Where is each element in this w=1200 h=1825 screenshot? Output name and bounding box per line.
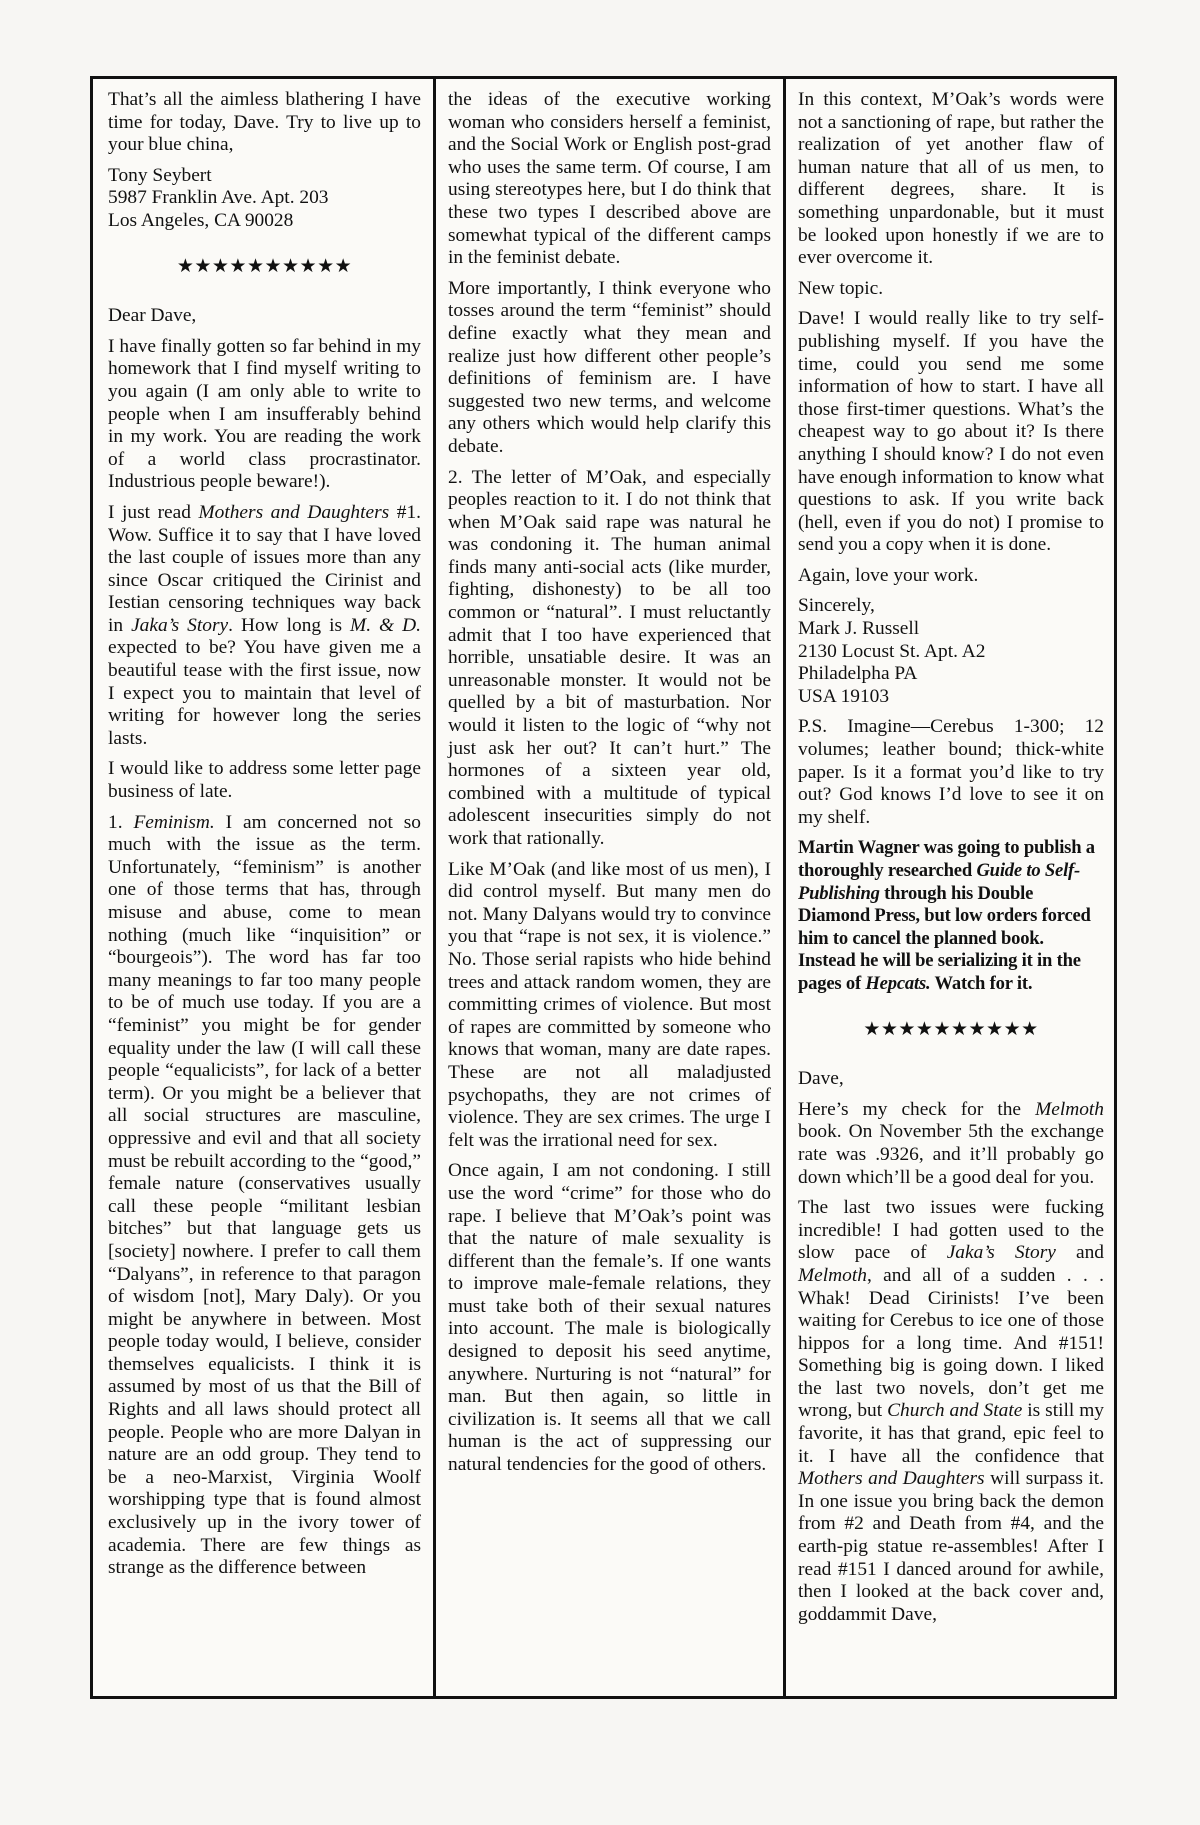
- italic-title: M. & D.: [350, 614, 421, 636]
- letter-paragraph: P.S. Imagine—Cerebus 1-300; 12 volumes; leather bound; thick-white paper. Is it a format you’d like to try out? God knows I’d love to see it on my shelf.: [798, 716, 1104, 828]
- italic-title: Feminism.: [133, 811, 215, 833]
- column-right: [786, 79, 1114, 1696]
- text-run: is still my favorite, it has that grand, epic feel to it. I have all the confidence that: [798, 1400, 1104, 1467]
- column-middle: [436, 79, 786, 1696]
- letter-paragraph: That’s all the aimless blathering I have time for today, Dave. Try to live up to your blue china,: [108, 89, 421, 156]
- letter-paragraph: Dave! I would really like to try self-publishing myself. If you have the time, could you send me some information of how to start. I have all those first-timer questions. What’s the cheapest way to go about it? Is there anything I should know? I do not even have enough information to know what questions to ask. If you write back (hell, even if you do not) I promise to send you a copy when it is done.: [798, 308, 1104, 556]
- column-left: [93, 79, 436, 1696]
- text-run: through his Double Diamond Press, but low orders forced him to cancel the planned book. Instead he will be serializing it in the pages of: [798, 882, 1091, 994]
- letter-paragraph: I would like to address some letter page business of late.: [108, 758, 421, 803]
- italic-title: Mothers and Daughters: [198, 501, 390, 523]
- signature-address: [798, 595, 1104, 708]
- address-line: Mark J. Russell: [798, 618, 920, 640]
- letter-paragraph: Dear Dave,: [108, 305, 197, 327]
- text-run: 1.: [108, 811, 134, 833]
- italic-title: Melmoth: [1035, 1098, 1104, 1120]
- address-line: 2130 Locust St. Apt. A2: [798, 640, 986, 662]
- star-divider-icon: ★★★★★★★★★★: [176, 254, 353, 277]
- letter-paragraph: 2. The letter of M’Oak, and especially peoples reaction to it. I do not think that when M’Oak said rape was natural he was condoning it. The human animal finds many anti-social acts (like murder, fighting, dishonesty) to be all too common or “natural”. I must reluctantly admit that I too have experienced that horrible, unsatiable desire. It was an unreasonable monster. It would not be quelled by a bit of masturbation. Nor would it listen to the logic of “why not just ask her out? It can’t hurt.” The hormones of a sixteen year old, combined with a multitude of typical adolescent insecurities simply do not work that rationally.: [448, 466, 771, 849]
- text-run: I am concerned not so much with the issue as the term. Unfortunately, “feminism” is another one of those terms that has, through misuse and abuse, come to mean nothing (much like “inquisition” or “bourgeois”). The word has far too many meanings to far too many people to be of much use today. If you are a “feminist” you might be for gender equality under the law (I will call these people “equalicists”, for lack of a better term). Or you might be a believer that all social structures are masculine, oppressive and evil and that all society must be rebuilt according to the “good,” female nature (conservatives usually call these people “militant lesbian bitches” but that language gets us [society] nowhere. I prefer to call them “Dalyans”, in reference to that paragon of wisdom [not], Mary Daly). Or you might be anywhere in between. Most people today would, I believe, consider themselves equalicists. I think it is assumed by most of us that the Bill of Rights and all laws should protect all people. People who are more Dalyan in nature are an odd group. They tend to be a neo-Marxist, Virginia Woolf worshipping type that is found almost exclusively up in the ivory tower of academia. There are few things as strange as the difference between: [108, 811, 422, 1579]
- letter-paragraph: Dave,: [798, 1068, 844, 1090]
- italic-title: Guide to Self-Publishing: [798, 860, 1081, 904]
- text-run: #1. Wow. Suffice it to say that I have loved the last couple of issues more than any since Oscar critiqued the Cirinist and Iestian censoring techniques way back in: [108, 501, 421, 636]
- star-divider-icon: ★★★★★★★★★★: [863, 1017, 1039, 1040]
- signature-address: [108, 165, 421, 233]
- letter-paragraph: More importantly, I think everyone who tosses around the term “feminist” should define exactly what they mean and realize just how different other people’s definitions of feminism are. I have suggested two new terms, and welcome any others which would help clarify this debate.: [448, 277, 771, 457]
- text-run: Watch for it.: [930, 972, 1033, 994]
- letter-paragraph: [798, 1197, 1104, 1626]
- letter-paragraph: Like M’Oak (and like most of us men), I did control myself. But many men do not. Many Dalyans would try to convince you that “rape is not sex, it is violence.” No. Those serial rapists who hide behind trees and attack random women, they are committing crimes of violence. But most of rapes are committed by someone who knows that woman, many are date rapes. These are not all maladjusted psychopaths, they are not crimes of violence. They are sex crimes. The urge I felt was the irrational need for sex.: [448, 858, 771, 1151]
- address-line: Sincerely,: [798, 595, 875, 617]
- address-line: USA 19103: [798, 685, 890, 707]
- italic-title: Jaka’s Story: [946, 1242, 1056, 1264]
- letter-paragraph: Again, love your work.: [798, 564, 979, 586]
- letters-page-frame: [90, 76, 1117, 1699]
- italic-title: Church and State: [887, 1400, 1023, 1422]
- letter-paragraph: In this context, M’Oak’s words were not a sanctioning of rape, but rather the realization of yet another flaw of human nature that all of us men, to different degrees, share. It is something unpardonable, but it must be looked upon honestly if we are to ever overcome it.: [798, 89, 1104, 269]
- text-run: will surpass it. In one issue you bring back the demon from #2 and Death from #4, and the earth-pig statue re-assembles! After I read #151 I danced around for awhile, then I looked at the back cover and, goddammit Dave,: [798, 1468, 1104, 1625]
- italic-title: Hepcats.: [865, 972, 931, 994]
- text-run: book. On November 5th the exchange rate was .9326, and it’ll probably go down which’ll be a good deal for you.: [798, 1121, 1104, 1188]
- text-run: Martin Wagner was going to publish a thoroughly researched: [798, 837, 1095, 881]
- text-run: and: [1055, 1242, 1104, 1264]
- letter-paragraph: the ideas of the executive working woman who considers herself a feminist, and the Social Work or English post-grad who uses the same term. Of course, I am using stereotypes here, but I do think that these two types I described above are somewhat typical of the different camps in the feminist debate.: [448, 89, 771, 269]
- letter-paragraph: I have finally gotten so far behind in my homework that I find myself writing to you again (I am only able to write to people when I am insufferably behind in my work. You are reading the work of a world class procrastinator. Industrious people beware!).: [108, 335, 421, 493]
- letter-paragraph: New topic.: [798, 277, 884, 299]
- letter-paragraph: [798, 1099, 1104, 1189]
- text-run: expected to be? You have given me a beautiful tease with the first issue, now I expect you to maintain that level of writing for however long the series lasts.: [108, 637, 421, 749]
- address-line: Philadelpha PA: [798, 663, 918, 685]
- letter-paragraph: [108, 812, 421, 1580]
- letter-paragraph: Once again, I am not condoning. I still use the word “crime” for those who do rape. I believe that M’Oak’s point was that the nature of male sexuality is different than the female’s. If one wants to improve male-female relations, they must take both of their sexual natures into account. The male is biologically designed to deposit his seed anytime, anywhere. Nurturing is not “natural” for man. But then again, so little in civilization is. It seems all that we call human is the act of suppressing our natural tendencies for the good of others.: [448, 1160, 771, 1476]
- editor-note: [798, 837, 1104, 995]
- text-run: , and all of a sudden . . . Whak! Dead Cirinists! I’ve been waiting for Cerebus to ice one of those hippos for a long time. And #151! Something big is going down. I liked the last two novels, don’t get me wrong, but: [798, 1264, 1104, 1422]
- text-run: Here’s my check for the: [798, 1098, 1036, 1120]
- letter-paragraph: [108, 502, 421, 751]
- address-line: Los Angeles, CA 90028: [108, 209, 294, 231]
- text-run: I just read: [108, 501, 199, 523]
- italic-title: Mothers and Daughters: [798, 1468, 985, 1490]
- address-line: Tony Seybert: [108, 164, 212, 186]
- text-run: The last two issues were fucking incredible! I had gotten used to the slow pace of: [798, 1197, 1104, 1264]
- italic-title: Melmoth: [798, 1264, 867, 1286]
- text-run: . How long is: [228, 614, 351, 636]
- italic-title: Jaka’s Story: [131, 614, 229, 636]
- address-line: 5987 Franklin Ave. Apt. 203: [108, 187, 329, 209]
